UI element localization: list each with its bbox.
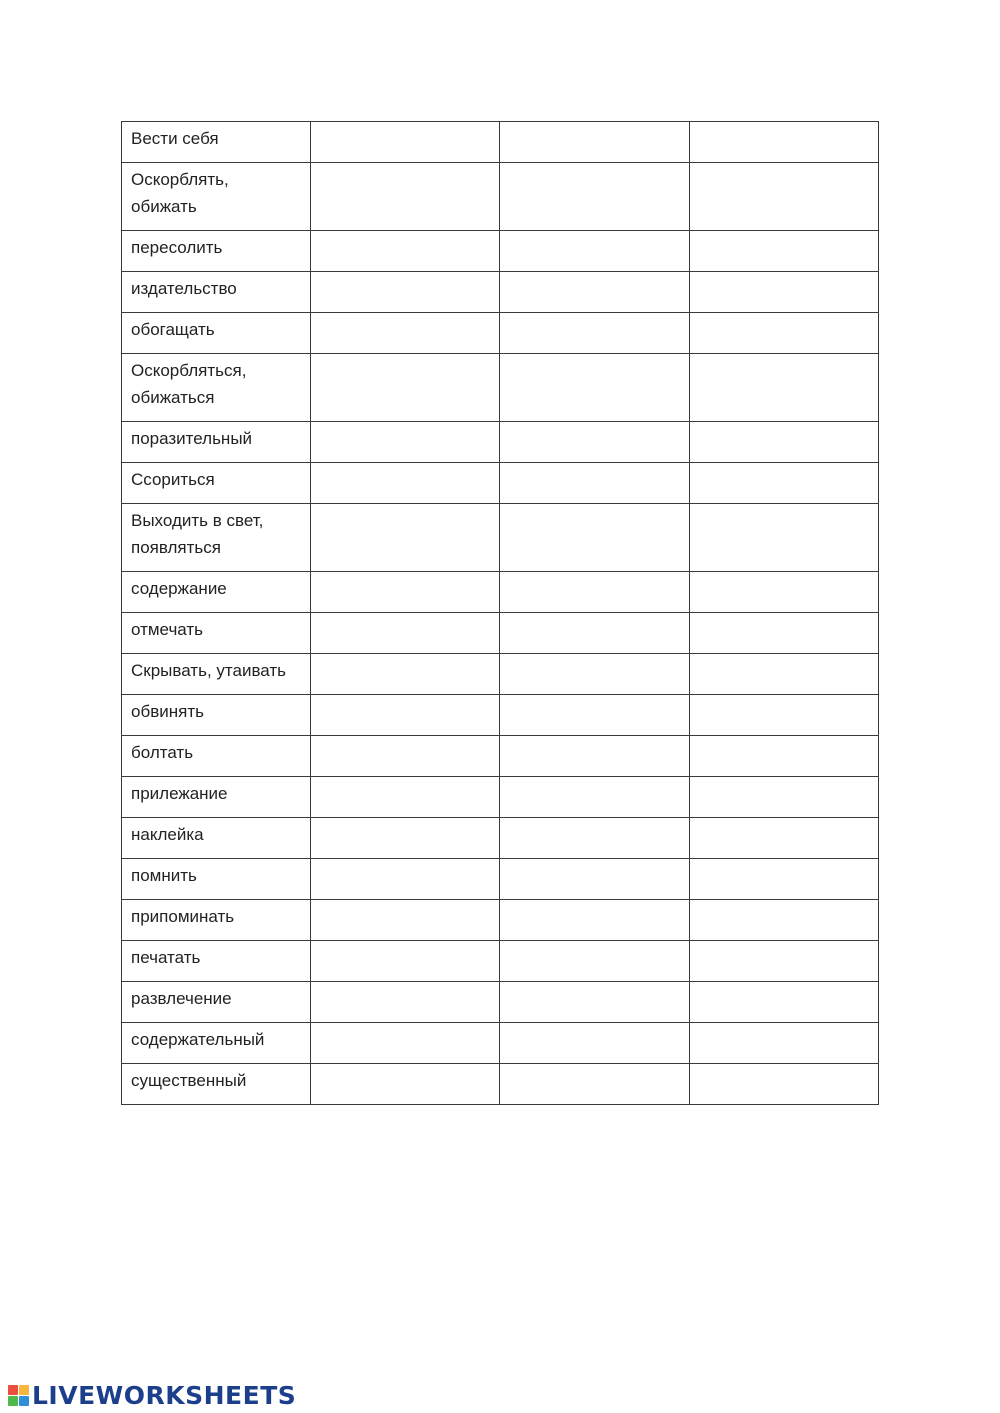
word-cell: Ссориться [122,463,311,504]
word-cell: существенный [122,1064,311,1105]
table-row [122,900,879,941]
word-cell: Выходить в свет, появляться [122,504,311,572]
word-cell: обвинять [122,695,311,736]
answer-cell[interactable] [311,941,500,982]
table-row [122,859,879,900]
word-cell: обогащать [122,313,311,354]
table-row [122,422,879,463]
answer-cell[interactable] [500,736,690,777]
table-row [122,272,879,313]
answer-cell[interactable] [500,1064,690,1105]
word-cell: поразительный [122,422,311,463]
table-row [122,504,879,572]
answer-cell[interactable] [500,313,690,354]
word-cell: Оскорбляться, обижаться [122,354,311,422]
answer-cell[interactable] [311,654,500,695]
answer-cell[interactable] [311,272,500,313]
answer-cell[interactable] [690,463,879,504]
word-cell: пересолить [122,231,311,272]
answer-cell[interactable] [690,313,879,354]
table-row [122,1064,879,1105]
vocabulary-table [121,121,879,1105]
answer-cell[interactable] [690,1023,879,1064]
word-cell: Вести себя [122,122,311,163]
answer-cell[interactable] [311,231,500,272]
table-row [122,777,879,818]
answer-cell[interactable] [311,163,500,231]
answer-cell[interactable] [311,572,500,613]
answer-cell[interactable] [500,272,690,313]
table-row [122,941,879,982]
word-cell: содержательный [122,1023,311,1064]
table-row [122,231,879,272]
answer-cell[interactable] [500,859,690,900]
word-cell: Оскорблять, обижать [122,163,311,231]
answer-cell[interactable] [690,654,879,695]
logo-block [19,1396,29,1406]
answer-cell[interactable] [690,422,879,463]
word-cell: припоминать [122,900,311,941]
table-row [122,463,879,504]
answer-cell[interactable] [311,859,500,900]
answer-cell[interactable] [311,1023,500,1064]
word-cell: отмечать [122,613,311,654]
answer-cell[interactable] [690,572,879,613]
answer-cell[interactable] [311,422,500,463]
vocabulary-table-body [122,122,879,1105]
table-row [122,122,879,163]
answer-cell[interactable] [690,1064,879,1105]
table-row [122,572,879,613]
word-cell: Скрывать, утаивать [122,654,311,695]
logo-block [8,1385,18,1395]
answer-cell[interactable] [311,818,500,859]
word-cell: помнить [122,859,311,900]
table-row [122,163,879,231]
table-row [122,982,879,1023]
answer-cell[interactable] [311,354,500,422]
answer-cell[interactable] [690,818,879,859]
answer-cell[interactable] [690,354,879,422]
answer-cell[interactable] [500,777,690,818]
answer-cell[interactable] [311,463,500,504]
word-cell: издательство [122,272,311,313]
answer-cell[interactable] [500,354,690,422]
liveworksheets-logo-icon [8,1385,29,1406]
table-row [122,818,879,859]
answer-cell[interactable] [690,859,879,900]
table-row [122,654,879,695]
answer-cell[interactable] [690,736,879,777]
answer-cell[interactable] [690,504,879,572]
answer-cell[interactable] [311,1064,500,1105]
answer-cell[interactable] [500,504,690,572]
answer-cell[interactable] [500,900,690,941]
table-row [122,695,879,736]
answer-cell[interactable] [500,463,690,504]
answer-cell[interactable] [690,272,879,313]
word-cell: содержание [122,572,311,613]
table-row [122,613,879,654]
liveworksheets-brand [8,1380,296,1410]
answer-cell[interactable] [500,818,690,859]
answer-cell[interactable] [690,231,879,272]
answer-cell[interactable] [500,982,690,1023]
answer-cell[interactable] [500,231,690,272]
answer-cell[interactable] [500,695,690,736]
word-cell: прилежание [122,777,311,818]
answer-cell[interactable] [311,695,500,736]
answer-cell[interactable] [311,504,500,572]
answer-cell[interactable] [500,654,690,695]
answer-cell[interactable] [500,613,690,654]
answer-cell[interactable] [311,736,500,777]
word-cell: наклейка [122,818,311,859]
word-cell: развлечение [122,982,311,1023]
table-row [122,313,879,354]
answer-cell[interactable] [690,695,879,736]
logo-block [8,1396,18,1406]
answer-cell[interactable] [690,613,879,654]
answer-cell[interactable] [311,122,500,163]
answer-cell[interactable] [311,900,500,941]
table-row [122,1023,879,1064]
answer-cell[interactable] [690,982,879,1023]
answer-cell[interactable] [500,1023,690,1064]
answer-cell[interactable] [690,777,879,818]
table-row [122,736,879,777]
table-row [122,354,879,422]
answer-cell[interactable] [690,900,879,941]
brand-name: LIVEWORKSHEETS [32,1380,297,1410]
word-cell: болтать [122,736,311,777]
answer-cell[interactable] [311,613,500,654]
answer-cell[interactable] [311,777,500,818]
logo-block [19,1385,29,1395]
answer-cell[interactable] [690,122,879,163]
word-cell: печатать [122,941,311,982]
answer-cell[interactable] [690,941,879,982]
answer-cell[interactable] [311,313,500,354]
answer-cell[interactable] [500,941,690,982]
answer-cell[interactable] [500,122,690,163]
answer-cell[interactable] [690,163,879,231]
answer-cell[interactable] [500,163,690,231]
answer-cell[interactable] [500,422,690,463]
answer-cell[interactable] [500,572,690,613]
answer-cell[interactable] [311,982,500,1023]
